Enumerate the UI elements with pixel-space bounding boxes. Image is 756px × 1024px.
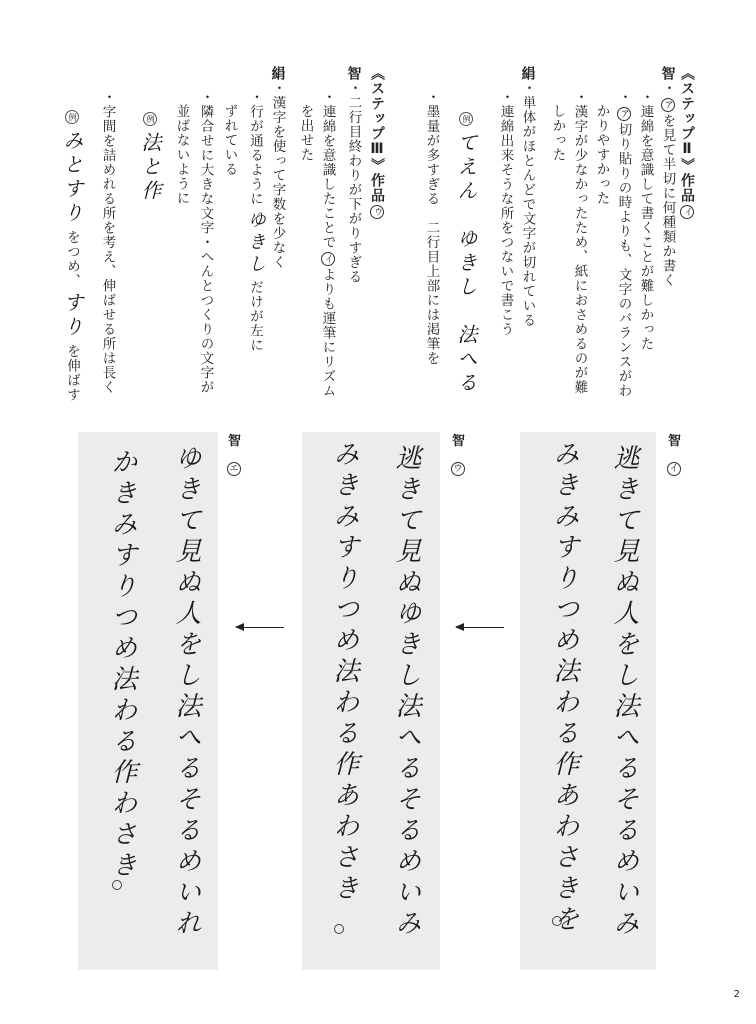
step3-kinu-line5: 並ばないように <box>173 104 190 206</box>
step2-chi-line5: ・漢字が少なかったため、紙におさめるのが難 <box>571 90 588 395</box>
example-mark: 例 <box>459 112 473 126</box>
panel-u-badge: ウ <box>451 462 465 476</box>
seal-stamp <box>334 924 344 934</box>
step3-kinu-example: 例法と作 <box>140 110 160 208</box>
step3-kinu-line1: 絹・漢字を使って字数を少なく <box>269 66 286 270</box>
seal-stamp <box>112 880 122 890</box>
work-i-badge: イ <box>322 253 333 264</box>
work-i-badge: イ <box>682 207 692 217</box>
step3-chi-line1: 智・二行目終わりが下がりすぎる <box>345 66 362 284</box>
seal-stamp <box>552 916 562 926</box>
chi-label: 智 <box>345 66 362 81</box>
panel-i <box>520 432 656 970</box>
step3-kinu-line3: ずれている <box>221 104 238 177</box>
page-number: 2 <box>733 989 740 1000</box>
kinu-label: 絹 <box>269 66 286 81</box>
step2-kinu-example: 例てえん ゆきし 法へる <box>456 110 476 400</box>
step2-chi-line4: かりやすかった <box>593 104 610 206</box>
work-a-badge: ア <box>618 108 629 119</box>
step2-kinu-line1: 絹・単体がほとんどで文字が切れている <box>519 66 536 328</box>
panel-i-label: 智 <box>668 434 682 449</box>
left-arrow-icon <box>236 627 284 628</box>
panel-i-col2: みきみすりつめ法わる作あわさきを <box>549 440 579 936</box>
work-u-badge: ウ <box>372 207 382 217</box>
panel-e-label: 智 <box>228 434 242 449</box>
step3-kinu-example2: 例みとすりをつめ、すりを伸ばす <box>62 108 82 402</box>
example-mark: 例 <box>65 110 79 124</box>
panel-u-col1: 逃きて見ぬゆきし法へるそるめいみ <box>391 444 421 940</box>
step3-heading: 《ステップⅢ》作品ウ <box>369 66 385 217</box>
step2-chi-line6: しかった <box>549 104 566 162</box>
step2-kinu-line2: ・連綿出来そうな所をつないで書こう <box>497 90 514 337</box>
panel-e <box>78 432 218 970</box>
left-arrow-icon <box>456 627 504 628</box>
example-mark: 例 <box>143 112 157 126</box>
step3-kinu-line2: ・行が通るようにゆきしだけが左に <box>245 90 266 353</box>
step2-kinu-line3: ・墨量が多すぎる 二行目上部には渇筆を <box>423 90 440 366</box>
step2-chi-line3: ・ア切り貼りの時よりも、文字のバランスがわ <box>615 90 632 398</box>
work-a-badge: ア <box>662 99 673 110</box>
kinu-label: 絹 <box>519 66 536 81</box>
step2-chi-line1: 智・アを見て半切に何種類か書く <box>659 66 676 288</box>
step3-chi-line2: ・連綿を意識したことでイよりも運筆にリズム <box>319 90 336 398</box>
step3-kinu-line4: ・隣合せに大きな文字・へんとつくりの文字が <box>197 90 214 395</box>
panel-e-badge: エ <box>227 462 241 476</box>
panel-u-label: 智 <box>452 434 466 449</box>
panel-u-col2: みきみすりつめ法わる作あわさき <box>329 440 359 905</box>
panel-i-col1: 逃きて見ぬ人をし法へるそるめいみ <box>609 444 639 940</box>
step2-heading: 《ステップⅡ》作品イ <box>679 66 695 217</box>
step3-chi-line3: を出せた <box>297 104 314 162</box>
panel-u <box>302 432 440 970</box>
chi-label: 智 <box>659 66 676 81</box>
panel-e-col1: ゆきて見ぬ人をし法へるそるめいれ <box>171 444 201 940</box>
step3-kinu-line6: ・字間を詰めれる所を考え、伸ばせる所は長く <box>99 90 116 395</box>
panel-i-badge: イ <box>667 462 681 476</box>
panel-e-col2: かきみすりつめ法わる作わさき <box>107 448 137 882</box>
step2-chi-line2: ・連綿を意識して書くことが難しかった <box>637 90 654 351</box>
